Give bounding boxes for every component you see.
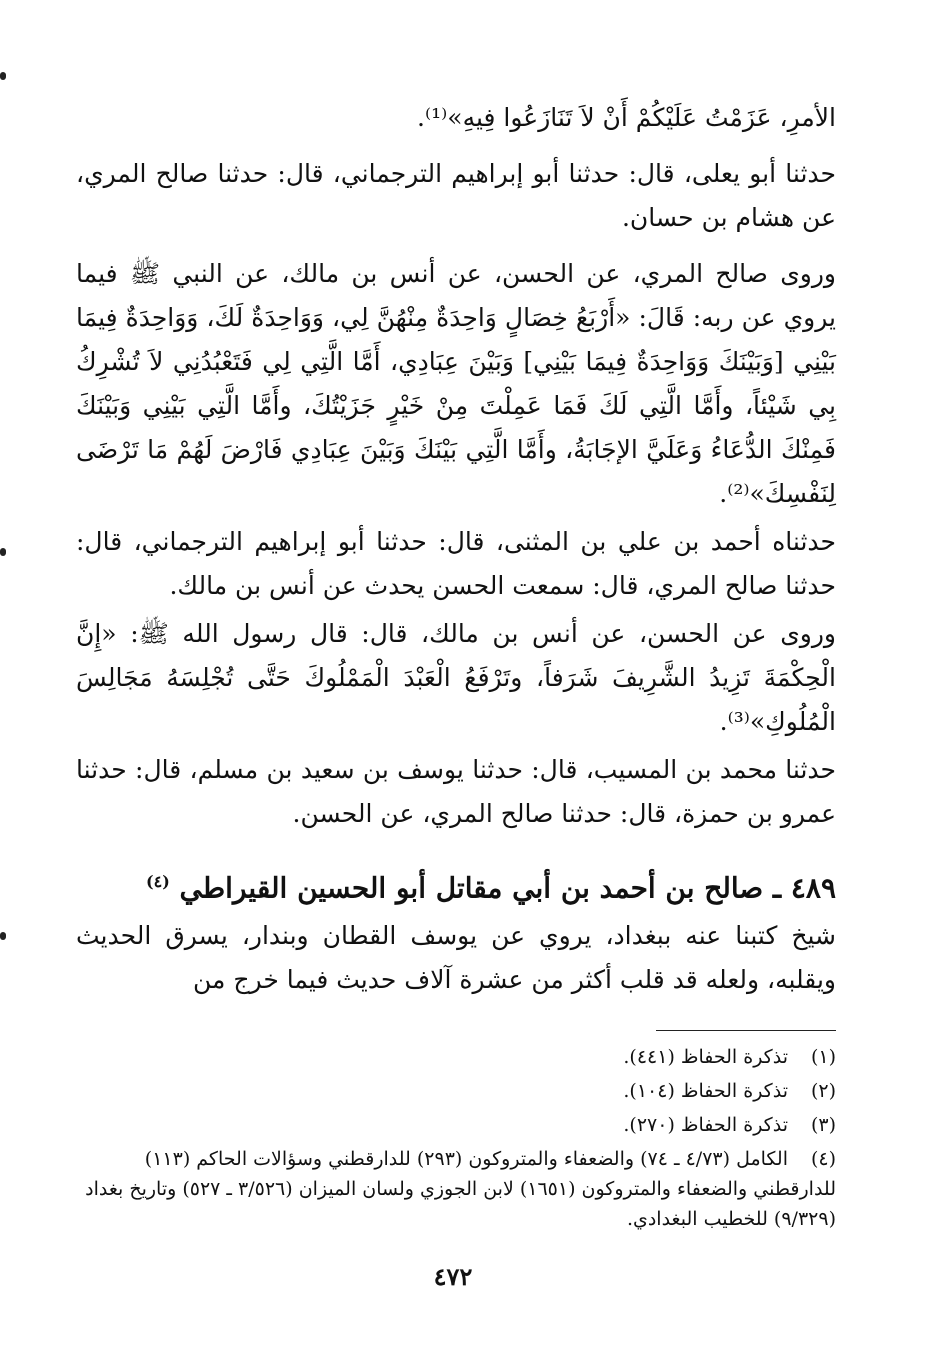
footnote-separator — [656, 1030, 836, 1031]
biography-text: شيخ كتبنا عنه ببغداد، يروي عن يوسف القطان وبندار، يسرق الحديث ويقلبه، ولعله قد قلب أكثر من عشرة آلاف حديث فيما خرج من — [76, 921, 836, 994]
document-page — [70, 0, 836, 1361]
paragraph-5: وروى عن الحسن، عن أنس بن مالك، قال: قال رسول الله ﷺ: «إِنَّ الْحِكْمَةَ تَزِيدُ الشَّرِيفَ شَرَفاً، وتَرْفَعُ الْعَبْدَ الْمَمْلُوكَ حَتَّى تُجْلِسَهُ مَجَالِسَ الْمُلُوكِ»⁽³⁾. — [76, 619, 836, 736]
footnote-text: تذكرة الحفاظ (٢٧٠). — [623, 1114, 788, 1136]
footnote-number: (١) — [810, 1046, 836, 1068]
margin-mark — [0, 548, 6, 556]
paragraph-3: وروى صالح المري، عن الحسن، عن أنس بن مالك، عن النبي ﷺ فيما يروي عن ربه: قَالَ: «أَرْبَعُ خِصَالٍ وَاحِدَةٌ مِنْهُنَّ لِي، وَوَاحِدَةٌ لَكَ، وَوَاحِدَةٌ فِيمَا بَيْنِي [وَبَيْنَكَ وَوَاحِدَةٌ فِيمَا بَيْنِي] وَبَيْنَ عِبَادِي، أَمَّا الَّتِي لِي فَتَعْبُدُنِي لاَ تُشْرِكُ بِي شَيْئاً، وأَمَّا الَّتِي لَكَ فَمَا عَمِلْتَ مِنْ خَيْرٍ جَزَيْتُكَ، وأَمَّا الَّتِي بَيْنِي وَبَيْنَكَ فَمِنْكَ الدُّعَاءُ وَعَلَيَّ الإجَابَةُ، وأَمَّا الَّتِي بَيْنَكَ وَبَيْنَ عِبَادِي فَارْضَ لَهُمْ مَا تَرْضَى لِنَفْسِكَ»⁽²⁾. — [76, 259, 836, 508]
margin-mark — [0, 932, 6, 940]
footnote-4 — [76, 1144, 836, 1234]
paragraph-4: حدثناه أحمد بن علي بن المثنى، قال: حدثنا أبو إبراهيم الترجماني، قال: حدثنا صالح المري، قال: سمعت الحسن يحدث عن أنس بن مالك. — [76, 527, 836, 600]
margin-mark — [0, 72, 6, 80]
heading-footnote-ref: (٤) — [146, 872, 170, 891]
heading-text: ٤٨٩ ـ صالح بن أحمد بن أبي مقاتل أبو الحسين القيراطي — [179, 871, 836, 905]
footnote-text: تذكرة الحفاظ (١٠٤). — [623, 1080, 788, 1102]
footnote-text: تذكرة الحفاظ (٤٤١). — [623, 1046, 788, 1068]
footnote-number: (٤) — [810, 1148, 836, 1170]
paragraph-2: حدثنا أبو يعلى، قال: حدثنا أبو إبراهيم الترجماني، قال: حدثنا صالح المري، عن هشام بن حسان. — [76, 159, 836, 232]
page-number: ٤٧٢ — [433, 1262, 473, 1291]
biography-heading — [76, 860, 836, 910]
footnote-number: (٢) — [810, 1080, 836, 1102]
footnote-3 — [76, 1110, 836, 1140]
footnote-1 — [76, 1042, 836, 1072]
footnote-2 — [76, 1076, 836, 1106]
footnote-number: (٣) — [810, 1114, 836, 1136]
paragraph-1: الأمرِ، عَزَمْتُ عَلَيْكُمْ أَنْ لاَ تَنَازَعُوا فِيهِ»⁽¹⁾. — [417, 103, 836, 132]
footnote-text: الكامل (٤/٧٣ ـ ٧٤) والضعفاء والمتروكون (٢٩٣) للدارقطني وسؤالات الحاكم (١١٣) للدارقطني والضعفاء والمتروكون (١٦٥١) لابن الجوزي ولسان الميزان (٣/٥٢٦ ـ ٥٢٧) وتاريخ بغداد (٩/٣٢٩) للخطيب البغدادي. — [85, 1148, 836, 1230]
paragraph-6: حدثنا محمد بن المسيب، قال: حدثنا يوسف بن سعيد بن مسلم، قال: حدثنا عمرو بن حمزة، قال: حدثنا صالح المري، عن الحسن. — [76, 755, 836, 828]
